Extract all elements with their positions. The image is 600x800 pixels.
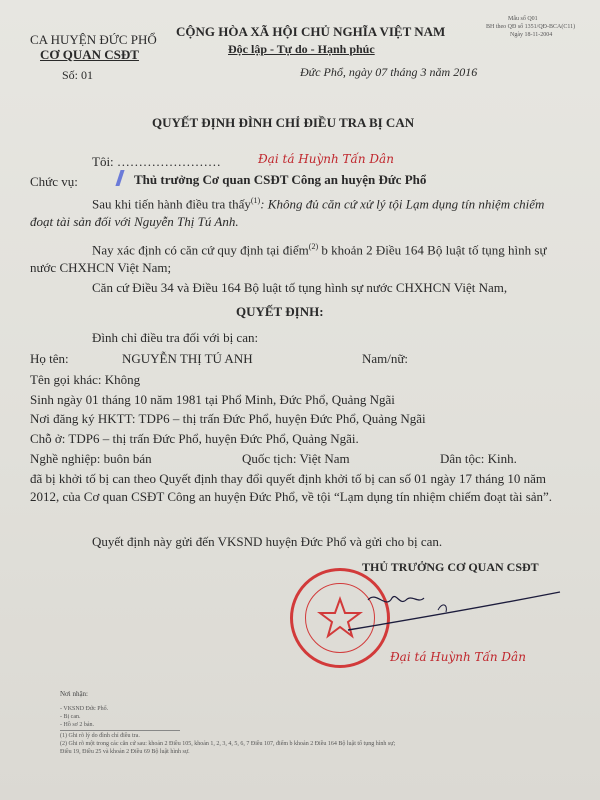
nation-heading: CỘNG HÒA XÃ HỘI CHỦ NGHĨA VIỆT NAM xyxy=(176,24,446,39)
basis-text-b: b khoản 2 Điều 164 Bộ luật tố tụng hình sự nước CHXHCN Việt Nam; xyxy=(30,242,547,276)
pen-mark xyxy=(115,170,124,186)
current-residence: Chỗ ở: TDP6 – thị trấn Đức Phổ, huyện Đức Phổ, Quảng Ngãi. xyxy=(30,431,359,446)
signature-scribble xyxy=(328,580,568,640)
officer-name-handwritten: Đại tá Huỳnh Tấn Dân xyxy=(258,152,394,166)
footnote-ref-1: (1) xyxy=(250,196,261,205)
national-motto: Độc lập - Tự do - Hạnh phúc xyxy=(228,42,375,56)
agency-line-1: CA HUYỆN ĐỨC PHỔ xyxy=(30,32,157,47)
finding-text-b: : Không đủ căn cứ xử lý tội Lạm dụng tín nhiệm chiếm đoạt tài sản đối với Nguyễn Thị Tú Anh. xyxy=(30,196,545,230)
ethnicity: Dân tộc: Kinh. xyxy=(440,451,517,466)
officer-label: Tôi: …………………… xyxy=(92,154,221,169)
form-code-1: Mẫu số Q01 xyxy=(508,16,538,22)
distribution-statement: Quyết định này gửi đến VKSND huyện Đức Phổ và gửi cho bị can. xyxy=(92,534,443,549)
document-date: Đức Phổ, ngày 07 tháng 3 năm 2016 xyxy=(300,65,478,79)
signatory-title: THỦ TRƯỞNG CƠ QUAN CSĐT xyxy=(362,560,539,574)
defendant-name: NGUYỄN THỊ TÚ ANH xyxy=(122,351,253,366)
agency-line-2: CƠ QUAN CSĐT xyxy=(40,47,139,62)
alias: Tên gọi khác: Không xyxy=(30,372,141,387)
footnote-divider xyxy=(60,730,180,731)
occupation: Nghề nghiệp: buôn bán xyxy=(30,451,152,466)
investigation-finding xyxy=(30,192,570,231)
document-number: Số: 01 xyxy=(62,68,94,82)
registered-residence: Nơi đăng ký HKTT: TDP6 – thị trấn Đức Phổ, huyện Đức Phổ, Quảng Ngãi xyxy=(30,411,426,426)
name-label: Họ tên: xyxy=(30,351,69,366)
recipient-1: - VKSND Đức Phổ. xyxy=(60,706,109,712)
footnote-2: (2) Ghi rõ một trong các căn cứ sau: khoản 2 Điều 105, khoản 1, 2, 3, 4, 5, 6, 7 Điều 107, điểm b khoản 2 Điều 164 Bộ luật tố tụng hình sự; xyxy=(60,741,396,747)
footnote-3: Điều 19, Điều 25 và khoản 2 Điều 69 Bộ luật hình sự. xyxy=(60,749,190,755)
prosecution-details: đã bị khởi tố bị can theo Quyết định thay đổi quyết định khởi tố bị can số 01 ngày 17 tháng 10 năm 2012, của Cơ quan CSĐT Công an huyện Đức Phổ, về tội “Lạm dụng tín nhiệm chiếm đoạt tài sản”. xyxy=(30,471,553,504)
gender-label: Nam/nữ: xyxy=(362,351,409,366)
legal-basis xyxy=(30,238,572,277)
basis-text-a: Nay xác định có căn cứ quy định tại điểm xyxy=(92,242,309,258)
decision-intro: Đình chỉ điều tra đối với bị can: xyxy=(92,330,259,345)
finding-text-a: Sau khi tiến hành điều tra thấy xyxy=(92,196,251,212)
position-value: Thủ trưởng Cơ quan CSĐT Công an huyện Đức Phổ xyxy=(134,172,427,187)
signatory-name: Đại tá Huỳnh Tấn Dân xyxy=(390,650,526,664)
birth-info: Sinh ngày 01 tháng 10 năm 1981 tại Phổ Minh, Đức Phổ, Quảng Ngãi xyxy=(30,392,395,407)
recipients-label: Nơi nhận: xyxy=(60,690,89,698)
footnote-1: (1) Ghi rõ lý do đình chỉ điều tra. xyxy=(60,733,140,739)
nationality: Quốc tịch: Việt Nam xyxy=(242,451,350,466)
form-code-2: BH theo QĐ số 1351/QĐ-BCA(C11) xyxy=(486,24,576,30)
position-label: Chức vụ: xyxy=(30,174,78,189)
decision-heading: QUYẾT ĐỊNH: xyxy=(236,304,324,319)
recipient-3: - Hồ sơ 2 bản. xyxy=(60,722,95,728)
recipient-2: - Bị can. xyxy=(60,714,81,720)
form-code-3: Ngày 18-11-2004 xyxy=(510,32,553,38)
footnote-ref-2: (2) xyxy=(308,242,319,251)
legal-citation: Căn cứ Điều 34 và Điều 164 Bộ luật tố tụng hình sự nước CHXHCN Việt Nam, xyxy=(92,280,508,295)
document-title: QUYẾT ĐỊNH ĐÌNH CHỈ ĐIỀU TRA BỊ CAN xyxy=(152,115,415,130)
